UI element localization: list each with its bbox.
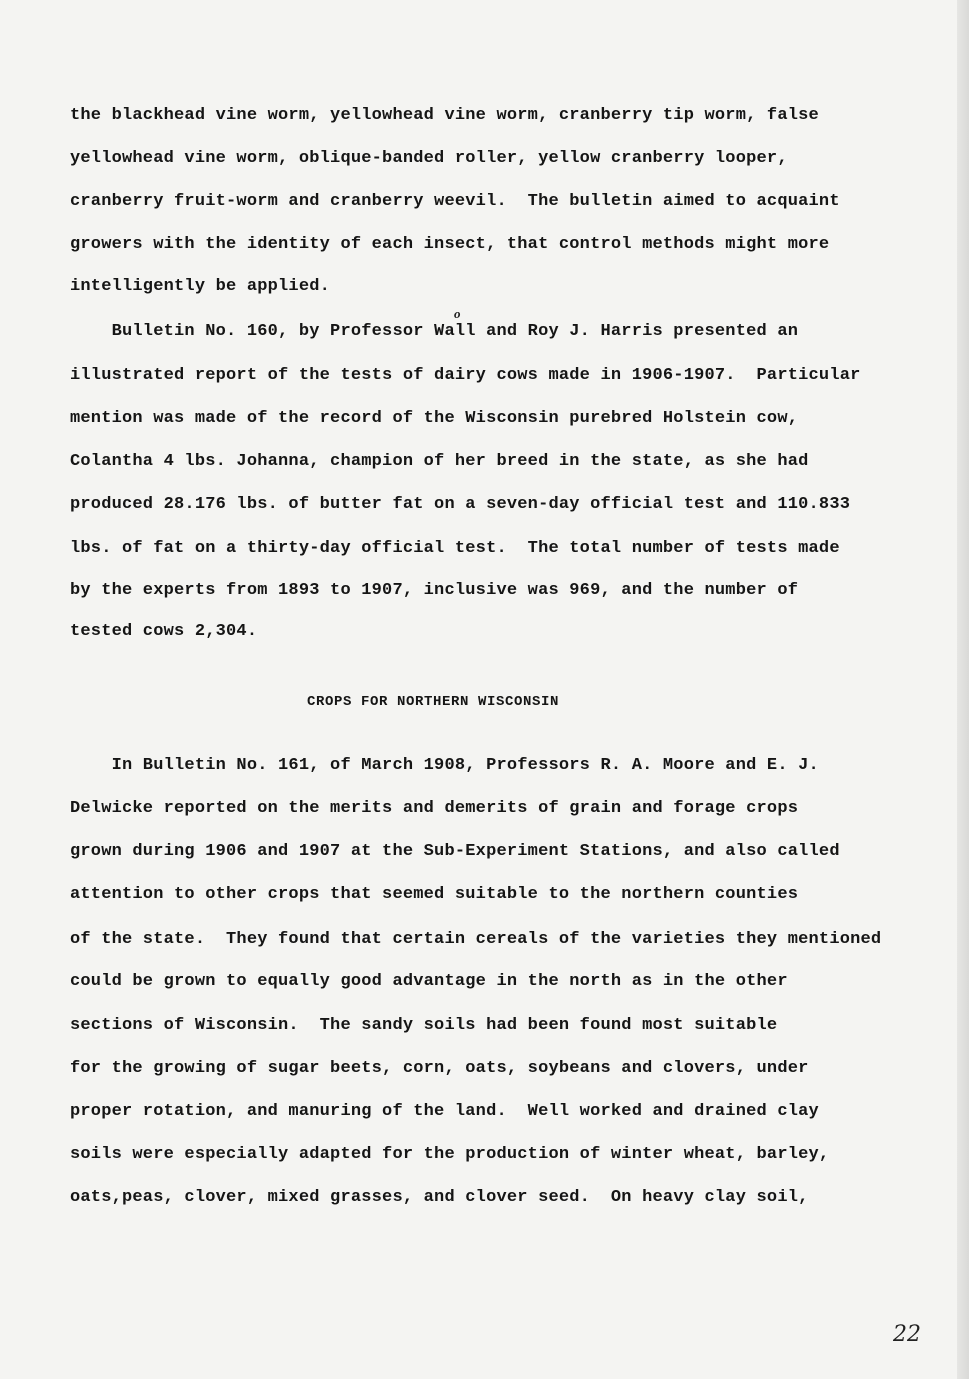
scan-edge-shadow — [957, 0, 969, 1379]
handwritten-accent-mark: o — [454, 306, 461, 321]
text-line: growers with the identity of each insect, that control methods might more — [70, 235, 830, 254]
text-line: Delwicke reported on the merits and demerits of grain and forage crops — [70, 799, 799, 818]
text-line: yellowhead vine worm, oblique-banded roller, yellow cranberry looper, — [70, 149, 788, 168]
section-heading: CROPS FOR NORTHERN WISCONSIN — [307, 694, 560, 710]
text-line: grown during 1906 and 1907 at the Sub-Experiment Stations, and also called — [70, 842, 840, 861]
text-line: soils were especially adapted for the production of winter wheat, barley, — [70, 1145, 830, 1164]
text-line: tested cows 2,304. — [70, 622, 258, 641]
text-line: Colantha 4 lbs. Johanna, champion of her breed in the state, as she had — [70, 452, 809, 471]
text-line: cranberry fruit-worm and cranberry weevil. The bulletin aimed to acquaint — [70, 192, 840, 211]
text-line: illustrated report of the tests of dairy cows made in 1906-1907. Particular — [70, 366, 861, 385]
text-line: attention to other crops that seemed suitable to the northern counties — [70, 885, 799, 904]
text-line: produced 28.176 lbs. of butter fat on a seven-day official test and 110.833 — [70, 495, 851, 514]
text-line: of the state. They found that certain cereals of the varieties they mentioned — [70, 930, 882, 949]
text-line: oats,peas, clover, mixed grasses, and clover seed. On heavy clay soil, — [70, 1188, 809, 1207]
text-line: sections of Wisconsin. The sandy soils had been found most suitable — [70, 1016, 778, 1035]
text-line: by the experts from 1893 to 1907, inclusive was 969, and the number of — [70, 581, 799, 600]
text-line: lbs. of fat on a thirty-day official test. The total number of tests made — [70, 539, 840, 558]
handwritten-page-number: 22 — [893, 1322, 921, 1347]
text-line: intelligently be applied. — [70, 277, 331, 296]
text-line: Bulletin No. 160, by Professor Wall and Roy J. Harris presented an — [70, 322, 799, 341]
text-line: could be grown to equally good advantage in the north as in the other — [70, 972, 788, 991]
text-line: proper rotation, and manuring of the land. Well worked and drained clay — [70, 1102, 819, 1121]
text-line: In Bulletin No. 161, of March 1908, Professors R. A. Moore and E. J. — [70, 756, 819, 775]
text-line: the blackhead vine worm, yellowhead vine worm, cranberry tip worm, false — [70, 106, 819, 125]
text-line: mention was made of the record of the Wisconsin purebred Holstein cow, — [70, 409, 799, 428]
text-line: for the growing of sugar beets, corn, oats, soybeans and clovers, under — [70, 1059, 809, 1078]
